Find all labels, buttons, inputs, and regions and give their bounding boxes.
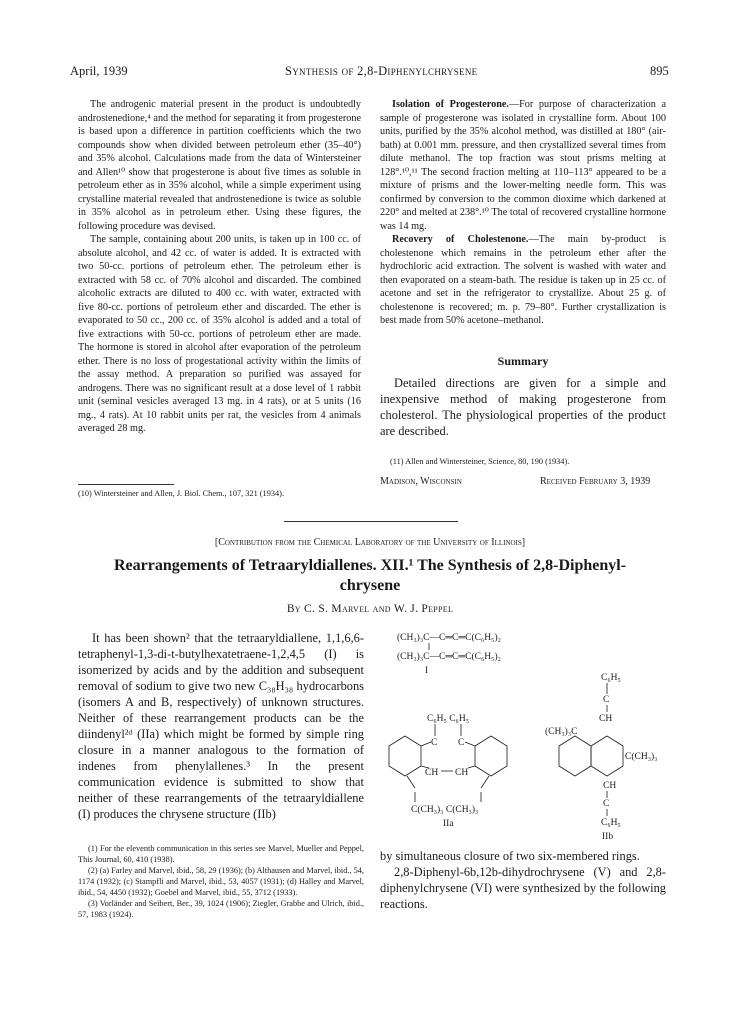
article-body-right	[380, 848, 666, 912]
structure-IIb-c2: C	[603, 799, 610, 809]
footnote-11: (11) Allen and Wintersteiner, Science, 80, 190 (1934).	[390, 457, 570, 466]
summary-box	[380, 375, 666, 439]
footnote-2: (2) (a) Farley and Marvel, ibid., 58, 29 (1936); (b) Althausen and Marvel, ibid., 54, 1174 (1932); (c) Stampfli and Marvel, ibid., 53, 4057 (1931); (d) Halley and Marvel, ibid., 54, 4450 (1932); Goebel and Marvel, ibid., 55, 3712 (1933).	[78, 866, 364, 897]
running-title: Synthesis of 2,8-Diphenylchrysene	[285, 64, 478, 78]
structure-IIb-ch2: CH	[603, 781, 617, 791]
header-date: April, 1939	[70, 64, 128, 78]
structure-I-line1: (CH₃)₃C—C═C═C(C₆H₅)₂	[397, 633, 501, 643]
structure-IIa-phenyls: C₆H₅ C₆H₅	[427, 714, 470, 724]
affiliation: Madison, Wisconsin	[380, 476, 462, 487]
recovery-text: —The main by-product is cholestenone which remains in the petroleum ether after the hydrochloric acid extraction. The solvent is washed with water and then evaporated on a steam-bath. The residue is taken up in 25 cc. of acetone and set in the refrigerator to crystallize. About 25 g. of cholestenone is recovered; m. p. 79–80°. Further crystallization is best made from 50% acetone–methanol.	[380, 234, 667, 326]
structure-IIb-label: IIb	[602, 832, 614, 842]
left-column	[78, 98, 361, 436]
authors: By C. S. Marvel and W. J. Peppel	[286, 603, 454, 615]
summary-text: Detailed directions are given for a simple and inexpensive method of making progesterone from cholesterol. The physiological properties of the product are described.	[380, 376, 666, 438]
right-column	[380, 98, 666, 328]
footnote-3: (3) Vorländer and Seibert, Ber., 39, 1024 (1906); Ziegler, Grabbe and Ulrich, ibid., 57, 1983 (1924).	[78, 899, 364, 919]
paragraph-procedure: The sample, containing about 200 units, is taken up in 100 cc. of absolute alcohol, and 42 cc. of water is added. It is extracted with two 50-cc. portions of petroleum ether. The petroleum ether is extracted with 58 cc. of 70% alcohol and discarded. The combined alcoholic extracts are diluted to 400 cc. with water, extracted with five 80-cc. portions of petroleum ether and discarded. The ether is evaporated to 50 cc., 200 cc. of 35% alcohol is added and a total of five extractions with 50-cc. portions of petroleum ether are made. The hormone is stored in alcohol after evaporation of the petroleum ether. There is no loss of progestational activity within the limits of the assay method. A preparation so purified was assayed for androgens. There was no significant result at a dose level of 1 rabbit unit (seminal vesicles averaged 13 mg. in 4 rats), or at 5 units (16 mg., 4 rats). At 10 rabbit units per rat, the vesicles from 4 animals averaged 28 mg.	[78, 234, 361, 434]
structure-IIb-ring-center	[591, 736, 623, 776]
structure-IIa-ch1: CH	[425, 768, 439, 778]
structure-I-line2: (CH₃)₃C—C═C═C(C₆H₅)₂	[397, 652, 501, 662]
article-body-left	[78, 630, 364, 822]
structure-IIb-ring-left	[559, 736, 591, 776]
isolation-heading: Isolation of Progesterone.	[392, 99, 509, 110]
structure-IIb-phenyl-bottom: C₆H₅	[601, 818, 621, 828]
received-date: Received February 3, 1939	[540, 476, 651, 487]
structure-IIb-ch: CH	[599, 714, 613, 724]
page-number: 895	[650, 64, 669, 78]
footnote-rule	[78, 484, 174, 485]
article-footnotes	[78, 843, 364, 920]
right-paragraph-2: 2,8-Diphenyl-6b,12b-dihydrochrysene (V) and 2,8-diphenylchrysene (VI) were synthesized by the following reactions.	[380, 865, 666, 911]
article-title-line1: Rearrangements of Tetraaryldiallenes. XII.¹ The Synthesis of 2,8-Diphenyl-	[113, 557, 627, 574]
structure-IIa-ring-right	[475, 736, 507, 776]
structure-IIa-c1: C	[431, 738, 438, 748]
structure-IIa-label: IIa	[443, 819, 454, 829]
footnote-10: (10) Wintersteiner and Allen, J. Biol. Chem., 107, 321 (1934).	[78, 489, 284, 498]
summary-heading: Summary	[497, 354, 549, 368]
section-divider	[284, 521, 458, 522]
structure-IIb-tbutyl-left: (CH₃)₃C	[545, 727, 578, 737]
right-paragraph-1: by simultaneous closure of two six-membered rings.	[380, 849, 640, 863]
structure-I-label: I	[425, 666, 429, 676]
structure-IIb-phenyl-top: C₆H₅	[601, 673, 621, 683]
isolation-text: —For purpose of characterization a sample of progesterone was isolated in crystalline form. About 100 units, purified by the 35% alcohol method, was distilled at 180° (air-bath) at 0.001 mm. pressure, and then crystallized several times from dilute methanol. The top fraction was stout prisms melting at 128°.¹⁰,¹¹ The second fraction melting at 110–113° appeared to be a mixture of prisms and the lower-melting needle form. This was confirmed by conversion to the common dioxime which darkened at 220° and melted at 238°.¹⁰ The total of recovered crystalline hormone was 14 mg.	[380, 99, 666, 232]
article-title	[70, 556, 670, 596]
structure-IIa-tbutyl: C(CH₃)₃ C(CH₃)₃	[411, 805, 479, 815]
paragraph-androgenic: The androgenic material present in the product is undoubtedly androstenedione,⁴ and the method for separating it from progesterone is based upon a difference in partition coefficients which the two compounds show when divided between petroleum ether (35–40°) and 35% alcohol. Calculations made from the data of Wintersteiner and Allen¹⁰ show that progesterone is about five times as soluble in petroleum ether as in 35% alcohol, while a simple experiment using crystalline material revealed that androstenedione is twice as soluble in 35% alcohol as in petroleum ether. Using these figures, the following procedure was devised.	[78, 99, 361, 232]
recovery-heading: Recovery of Cholestenone.	[392, 234, 529, 245]
structure-IIb-c: C	[603, 695, 610, 705]
structure-IIa-ring-left	[389, 736, 421, 776]
structure-IIa-ch2: CH	[455, 768, 469, 778]
contribution-line: [Contribution from the Chemical Laboratory of the University of Illinois]	[214, 537, 526, 548]
structure-IIb-tbutyl-right: C(CH₃)₃	[625, 752, 658, 762]
footnote-1: (1) For the eleventh communication in this series see Marvel, Mueller and Peppel, This Journal, 60, 410 (1938).	[78, 844, 364, 864]
structure-diagrams	[375, 628, 675, 848]
intro-paragraph: It has been shown² that the tetraaryldiallene, 1,1,6,6-tetraphenyl-1,3-di-t-butylhexatetraene-1,2,4,5 (I) is isomerized by acids and by the addition and subsequent removal of sodium to give two new C₃₈H₃₈ hydrocarbons (isomers A and B, respectively) of unknown structures. Neither of these rearrangement products can be the diindenyl²ᵈ (IIa) which might be formed by simple ring closure in a manner analogous to the formation of indenes from phenylallenes.³ In the present communication evidence is submitted to show that neither of these rearrangements of the tetraaryldiallene (I) produces the chrysene structure (IIb)	[78, 631, 364, 821]
article-title-line2: chrysene	[339, 577, 401, 594]
structure-IIa-c2: C	[458, 738, 465, 748]
